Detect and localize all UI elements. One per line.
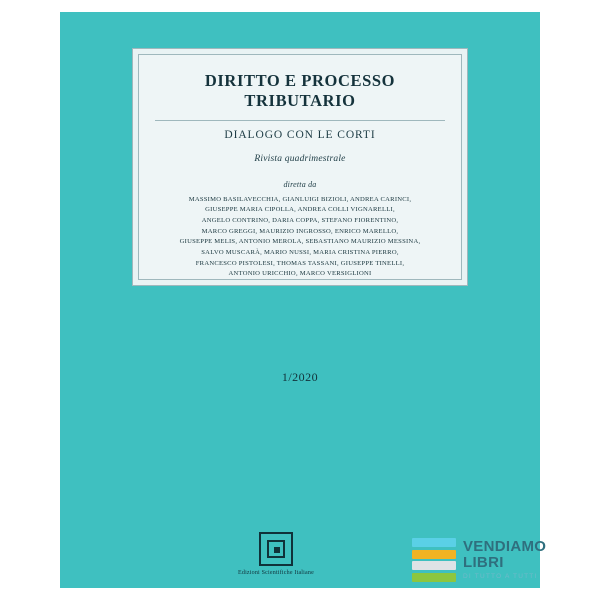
directed-by-label: diretta da xyxy=(283,179,317,189)
editors-line: MASSIMO BASILAVECCHIA, GIANLUIGI BIZIOLI, ANDREA CARINCI, xyxy=(188,195,412,203)
publisher-name: Edizioni Scientifiche Italiane xyxy=(238,570,314,576)
issue-number: 1/2020 xyxy=(281,370,319,384)
watermark-line-2: LIBRI xyxy=(463,554,504,572)
editors-line: SALVO MUSCARÀ, MARIO NUSSI, MARIA CRISTINA PIERRO, xyxy=(201,248,399,256)
editors-line: FRANCESCO PISTOLESI, THOMAS TASSANI, GIUSEPPE TINELLI, xyxy=(195,259,405,267)
editors-list xyxy=(155,195,445,280)
cover-background xyxy=(60,12,547,588)
journal-title: DIRITTO E PROCESSO TRIBUTARIO xyxy=(204,71,396,110)
logo-bar-4 xyxy=(412,573,456,582)
editors-line: GIUSEPPE MELIS, ANTONIO MEROLA, SEBASTIANO MAURIZIO MESSINA, xyxy=(179,238,421,246)
periodicity-label: Rivista quadrimestrale xyxy=(254,153,346,164)
editors-line: ANTONIO URICCHIO, MARCO VERSIGLIONI xyxy=(228,270,372,278)
square-colophon-icon xyxy=(259,532,293,566)
journal-subtitle: DIALOGO CON LE CORTI xyxy=(224,128,376,141)
editors-line: ANGELO CONTRINO, DARIA COPPA, STEFANO FIORENTINO, xyxy=(201,216,399,224)
watermark-line-1: VENDIAMO xyxy=(463,538,547,556)
title-panel xyxy=(132,48,468,286)
editors-line: MARCO GREGGI, MAURIZIO INGROSSO, ENRICO MARELLO, xyxy=(201,227,399,235)
logo-bar-3 xyxy=(412,561,456,570)
logo-bar-1 xyxy=(412,538,456,547)
editors-line: GIUSEPPE MARIA CIPOLLA, ANDREA COLLI VIGNARELLI, xyxy=(205,206,395,214)
title-panel-inner xyxy=(138,54,462,280)
stacked-bars-logo-icon xyxy=(412,538,456,582)
watermark-badge xyxy=(412,536,572,584)
watermark-text xyxy=(463,539,546,580)
watermark-line-3: DI TUTTO A TUTTI xyxy=(463,572,538,580)
title-divider xyxy=(155,120,445,121)
logo-bar-2 xyxy=(412,550,456,559)
publisher-block xyxy=(228,532,324,576)
